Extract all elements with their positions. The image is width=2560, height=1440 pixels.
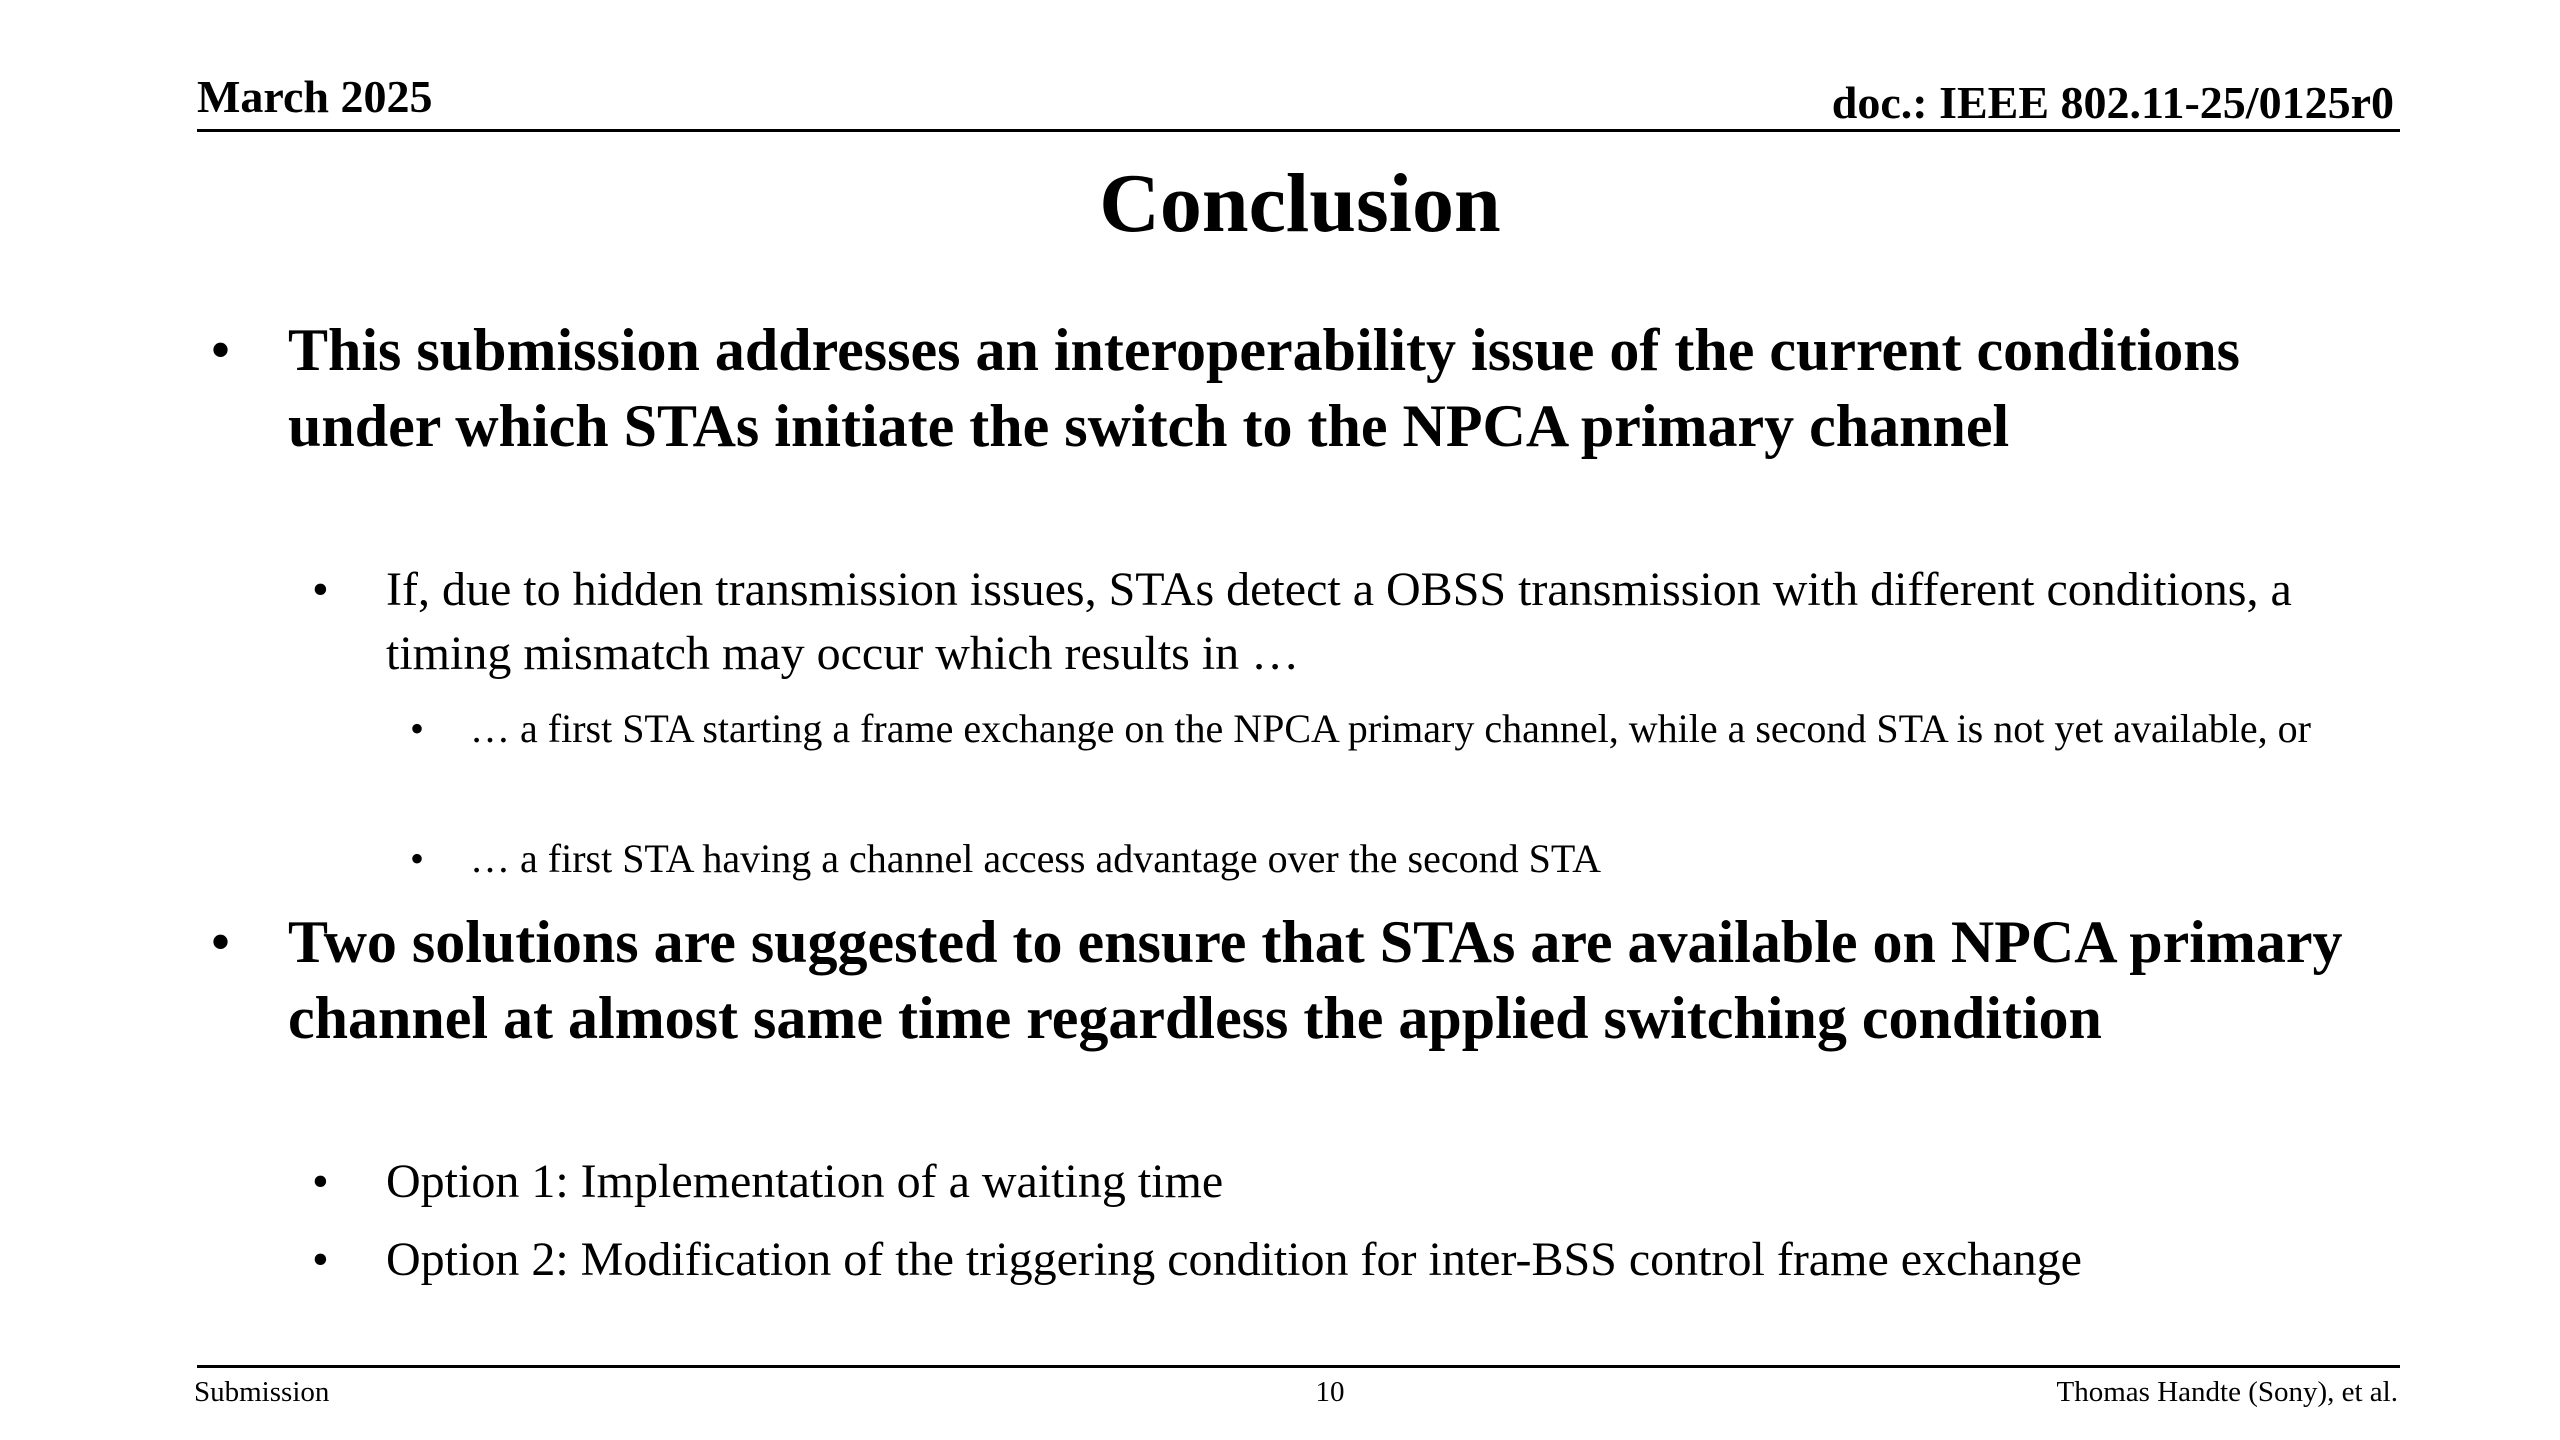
footer-rule [197,1365,2400,1368]
header-doc-id: doc.: IEEE 802.11-25/0125r0 [1831,77,2394,128]
bullet-dot: • [210,317,232,383]
bullet-text: If, due to hidden transmission issues, STAs detect a OBSS transmission with different conditions, a timing mismatch may occur which results in … [386,563,2292,680]
footer-authors: Thomas Handte (Sony), et al. [2056,1376,2398,1408]
bullet-text: This submission addresses an interoperability issue of the current conditions under which STAs initiate the switch to the NPCA primary channel [288,317,2240,459]
bullet-text: Two solutions are suggested to ensure that STAs are available on NPCA primary channel at almost same time regardless the applied switching condition [288,909,2343,1051]
slide-title: Conclusion [1099,157,1501,250]
bullet-text: Option 2: Modification of the triggering condition for inter-BSS control frame exchange [386,1233,2082,1286]
bullet-text: Option 1: Implementation of a waiting time [386,1155,1224,1208]
bullet-dot: • [312,1155,329,1208]
bullet-text: … a first STA having a channel access advantage over the second STA [470,836,1601,881]
bullet-dot: • [312,1233,329,1286]
footer-submission: Submission [194,1376,330,1408]
bullet-dot: • [210,909,232,975]
bullet-dot: • [410,836,425,881]
bullet-dot: • [410,706,425,751]
header-rule [197,129,2400,132]
header-date: March 2025 [197,71,433,122]
bullet-dot: • [312,563,329,616]
bullet-text: … a first STA starting a frame exchange on the NPCA primary channel, while a second STA is not yet available, or [470,706,2311,751]
footer-page-number: 10 [1315,1376,1345,1408]
